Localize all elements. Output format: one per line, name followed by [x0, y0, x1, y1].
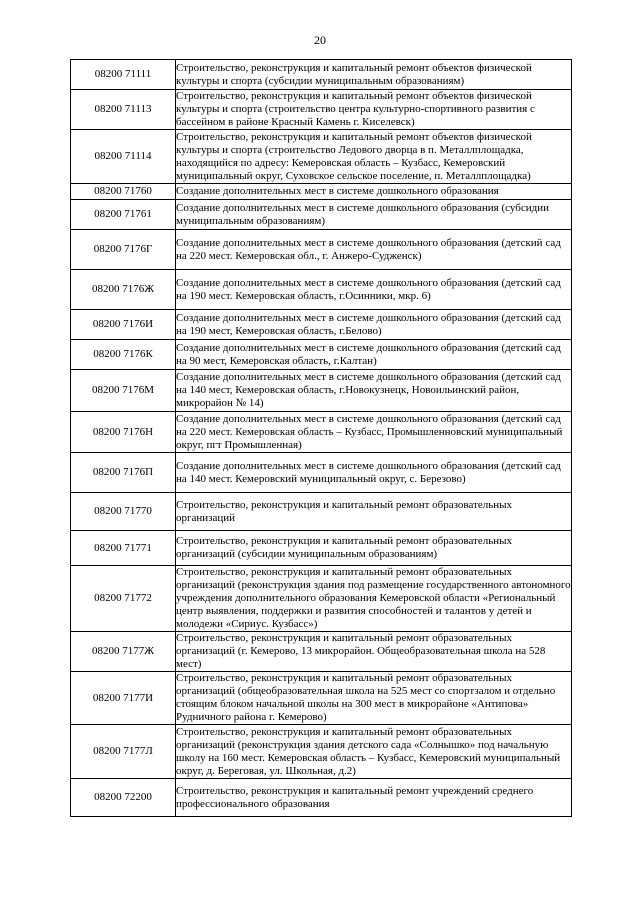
description-cell: Строительство, реконструкция и капитальный ремонт образовательных организаций (общеобразовательная школа на 525 мест со спортзалом и отдельно стоящим блоком начальной школы на 300 мест в микрорайоне «Антипова» Рудничного района г. Кемерово) [176, 672, 572, 725]
budget-code-cell: 08200 7176К [71, 340, 176, 370]
table-row [71, 566, 572, 632]
description-cell: Строительство, реконструкция и капитальный ремонт образовательных организаций (реконструкция здания детского сада «Солнышко» под начальную школу на 160 мест. Кемеровская область – Кузбасс, Кемеровский муниципальный округ, д. Береговая, ул. Школьная, д.2) [176, 725, 572, 779]
budget-code-cell: 08200 7176И [71, 310, 176, 340]
description-cell: Создание дополнительных мест в системе дошкольного образования (субсидии муниципальным образованиям) [176, 200, 572, 230]
budget-code-cell: 08200 7176П [71, 453, 176, 493]
budget-code-cell: 08200 7177Ж [71, 632, 176, 672]
budget-code-cell: 08200 7177Л [71, 725, 176, 779]
description-cell: Создание дополнительных мест в системе дошкольного образования (детский сад на 190 мест, Кемеровская область, г.Белово) [176, 310, 572, 340]
description-cell: Строительство, реконструкция и капитальный ремонт образовательных организаций [176, 493, 572, 531]
table-row [71, 725, 572, 779]
table-row [71, 779, 572, 817]
budget-code-cell: 08200 71761 [71, 200, 176, 230]
budget-code-cell: 08200 71770 [71, 493, 176, 531]
budget-code-cell: 08200 7176М [71, 370, 176, 412]
budget-code-cell: 08200 7176Н [71, 412, 176, 453]
budget-code-cell: 08200 71760 [71, 184, 176, 200]
table-row [71, 90, 572, 130]
description-cell: Строительство, реконструкция и капитальный ремонт объектов физической культуры и спорта (строительство центра культурно-спортивного развития с бассейном в районе Красный Камень г. Киселевск) [176, 90, 572, 130]
budget-code-cell: 08200 71772 [71, 566, 176, 632]
table-row [71, 230, 572, 270]
table-row [71, 632, 572, 672]
table-row [71, 453, 572, 493]
table-row [71, 493, 572, 531]
description-cell: Создание дополнительных мест в системе дошкольного образования (детский сад на 140 мест, Кемеровская область, г.Новокузнецк, Новоильинский район, микрорайон № 14) [176, 370, 572, 412]
budget-code-cell: 08200 71114 [71, 130, 176, 184]
description-cell: Создание дополнительных мест в системе дошкольного образования (детский сад на 190 мест. Кемеровская область, г.Осинники, мкр. 6) [176, 270, 572, 310]
table-row [71, 412, 572, 453]
table-row [71, 310, 572, 340]
table-row [71, 200, 572, 230]
table-row [71, 184, 572, 200]
description-cell: Строительство, реконструкция и капитальный ремонт образовательных организаций (субсидии муниципальным образованиям) [176, 531, 572, 566]
description-cell: Создание дополнительных мест в системе дошкольного образования (детский сад на 220 мест. Кемеровская область – Кузбасс, Промышленновский муниципальный округ, пгт Промышленная) [176, 412, 572, 453]
budget-code-cell: 08200 72200 [71, 779, 176, 817]
description-cell: Строительство, реконструкция и капитальный ремонт учреждений среднего профессионального образования [176, 779, 572, 817]
description-cell: Строительство, реконструкция и капитальный ремонт объектов физической культуры и спорта (субсидии муниципальным образованиям) [176, 60, 572, 90]
table-row [71, 531, 572, 566]
budget-code-cell: 08200 71111 [71, 60, 176, 90]
description-cell: Создание дополнительных мест в системе дошкольного образования (детский сад на 220 мест. Кемеровская обл., г. Анжеро-Судженск) [176, 230, 572, 270]
description-cell: Строительство, реконструкция и капитальный ремонт образовательных организаций (реконструкция здания под размещение государственного автономного учреждения дополнительного образования Кемеровской области «Региональный центр выявления, поддержки и развития способностей и талантов у детей и молодежи «Сириус. Кузбасс») [176, 566, 571, 630]
description-cell: Создание дополнительных мест в системе дошкольного образования (детский сад на 90 мест, Кемеровская область, г.Калтан) [176, 340, 572, 370]
budget-code-cell: 08200 7176Ж [71, 270, 176, 310]
page-number: 20 [314, 33, 326, 47]
budget-code-cell: 08200 71771 [71, 531, 176, 566]
budget-code-cell: 08200 7176Г [71, 230, 176, 270]
table-row [71, 672, 572, 725]
table-row [71, 270, 572, 310]
description-cell: Строительство, реконструкция и капитальный ремонт объектов физической культуры и спорта (строительство Ледового дворца в п. Металлплощадка, находящийся по адресу: Кемеровская область – Кузбасс, Кемеровский муниципальный округ, Суховское сельское поселение, п. Металлплощадка) [176, 130, 572, 184]
table-body [71, 60, 572, 817]
table-row [71, 60, 572, 90]
table-row [71, 370, 572, 412]
description-cell: Создание дополнительных мест в системе дошкольного образования (детский сад на 140 мест. Кемеровский муниципальный округ, с. Березово) [176, 453, 572, 493]
description-cell: Создание дополнительных мест в системе дошкольного образования [176, 184, 572, 200]
description-cell: Строительство, реконструкция и капитальный ремонт образовательных организаций (г. Кемерово, 13 микрорайон. Общеобразовательная школа на 528 мест) [176, 632, 572, 672]
budget-code-cell: 08200 71113 [71, 90, 176, 130]
budget-codes-table [70, 59, 572, 817]
budget-code-cell: 08200 7177И [71, 672, 176, 725]
table-row [71, 340, 572, 370]
table-row [71, 130, 572, 184]
